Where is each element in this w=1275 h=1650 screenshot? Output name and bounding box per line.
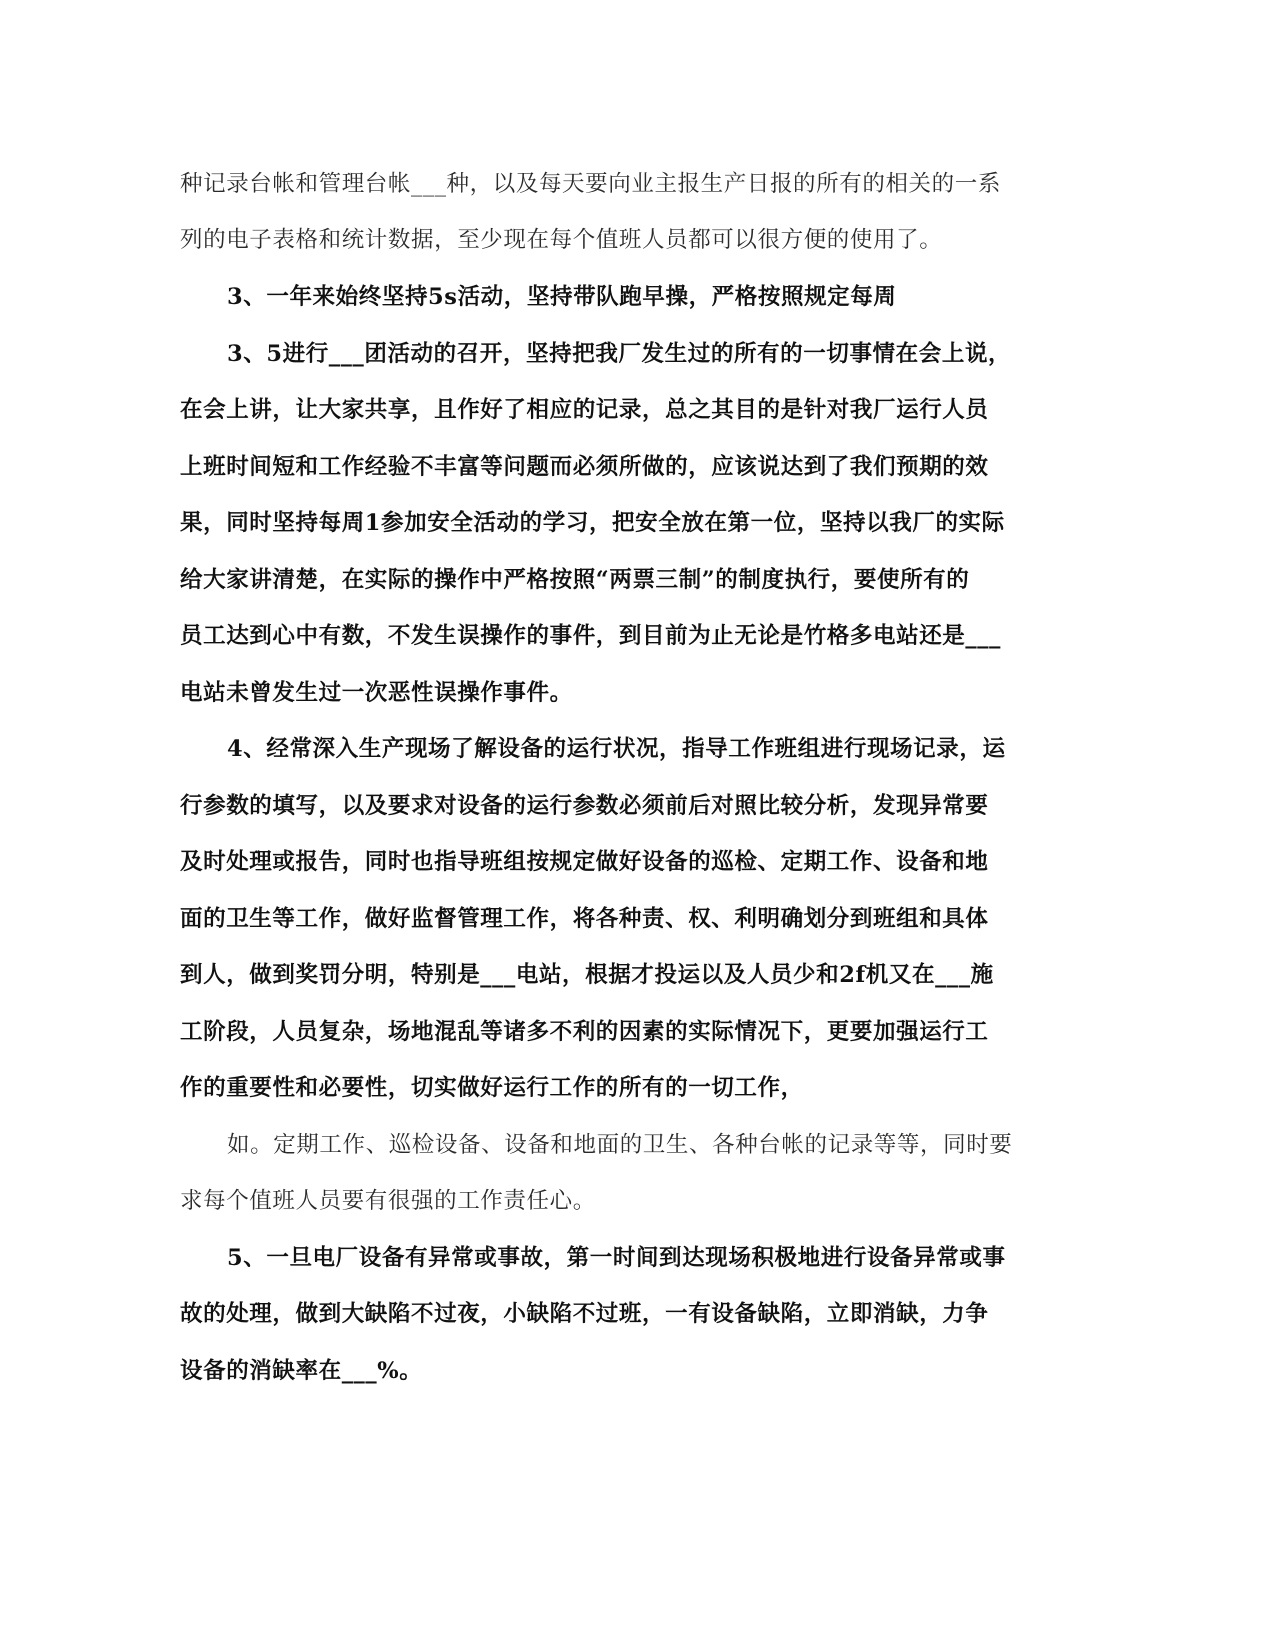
text-line: 3、5进行___团活动的召开，坚持把我厂发生过的所有的一切事情在会上说， xyxy=(227,341,1012,367)
text-line: 电站未曾发生过一次恶性误操作事件。 xyxy=(180,680,573,706)
text-line: 5、一旦电厂设备有异常或事故，第一时间到达现场积极地进行设备异常或事 xyxy=(227,1245,1006,1271)
text-line: 种记录台帐和管理台帐___种，以及每天要向业主报生产日报的所有的相关的一系 xyxy=(180,171,1001,197)
text-line: 工阶段，人员复杂，场地混乱等诸多不利的因素的实际情况下，更要加强运行工 xyxy=(180,1019,989,1045)
text-line: 求每个值班人员要有很强的工作责任心。 xyxy=(180,1188,596,1214)
text-line: 果，同时坚持每周1参加安全活动的学习，把安全放在第一位，坚持以我厂的实际 xyxy=(180,510,1005,536)
text-line: 行参数的填写，以及要求对设备的运行参数必须前后对照比较分析，发现异常要 xyxy=(180,793,989,819)
text-line: 到人，做到奖罚分明，特别是___电站，根据才投运以及人员少和2f机又在___施 xyxy=(180,962,994,988)
text-line: 作的重要性和必要性，切实做好运行工作的所有的一切工作， xyxy=(180,1075,804,1101)
text-line: 如。定期工作、巡检设备、设备和地面的卫生、各种台帐的记录等等，同时要 xyxy=(227,1132,1013,1158)
text-line: 4、经常深入生产现场了解设备的运行状况，指导工作班组进行现场记录，运 xyxy=(227,736,1006,762)
text-line: 给大家讲清楚，在实际的操作中严格按照“两票三制”的制度执行，要使所有的 xyxy=(180,567,970,593)
text-line: 故的处理，做到大缺陷不过夜，小缺陷不过班，一有设备缺陷，立即消缺，力争 xyxy=(180,1301,989,1327)
text-line: 在会上讲，让大家共享，且作好了相应的记录，总之其目的是针对我厂运行人员 xyxy=(180,397,989,423)
text-line: 列的电子表格和统计数据，至少现在每个值班人员都可以很方便的使用了。 xyxy=(180,227,943,253)
text-line: 设备的消缺率在___%。 xyxy=(180,1358,423,1384)
text-line: 及时处理或报告，同时也指导班组按规定做好设备的巡检、定期工作、设备和地 xyxy=(180,849,989,875)
text-line: 面的卫生等工作，做好监督管理工作，将各种责、权、利明确划分到班组和具体 xyxy=(180,906,989,932)
text-line: 3、一年来始终坚持5s活动，坚持带队跑早操，严格按照规定每周 xyxy=(227,284,897,310)
text-line: 员工达到心中有数，不发生误操作的事件，到目前为止无论是竹格多电站还是___ xyxy=(180,623,1001,649)
text-line: 上班时间短和工作经验不丰富等问题而必须所做的，应该说达到了我们预期的效 xyxy=(180,454,989,480)
